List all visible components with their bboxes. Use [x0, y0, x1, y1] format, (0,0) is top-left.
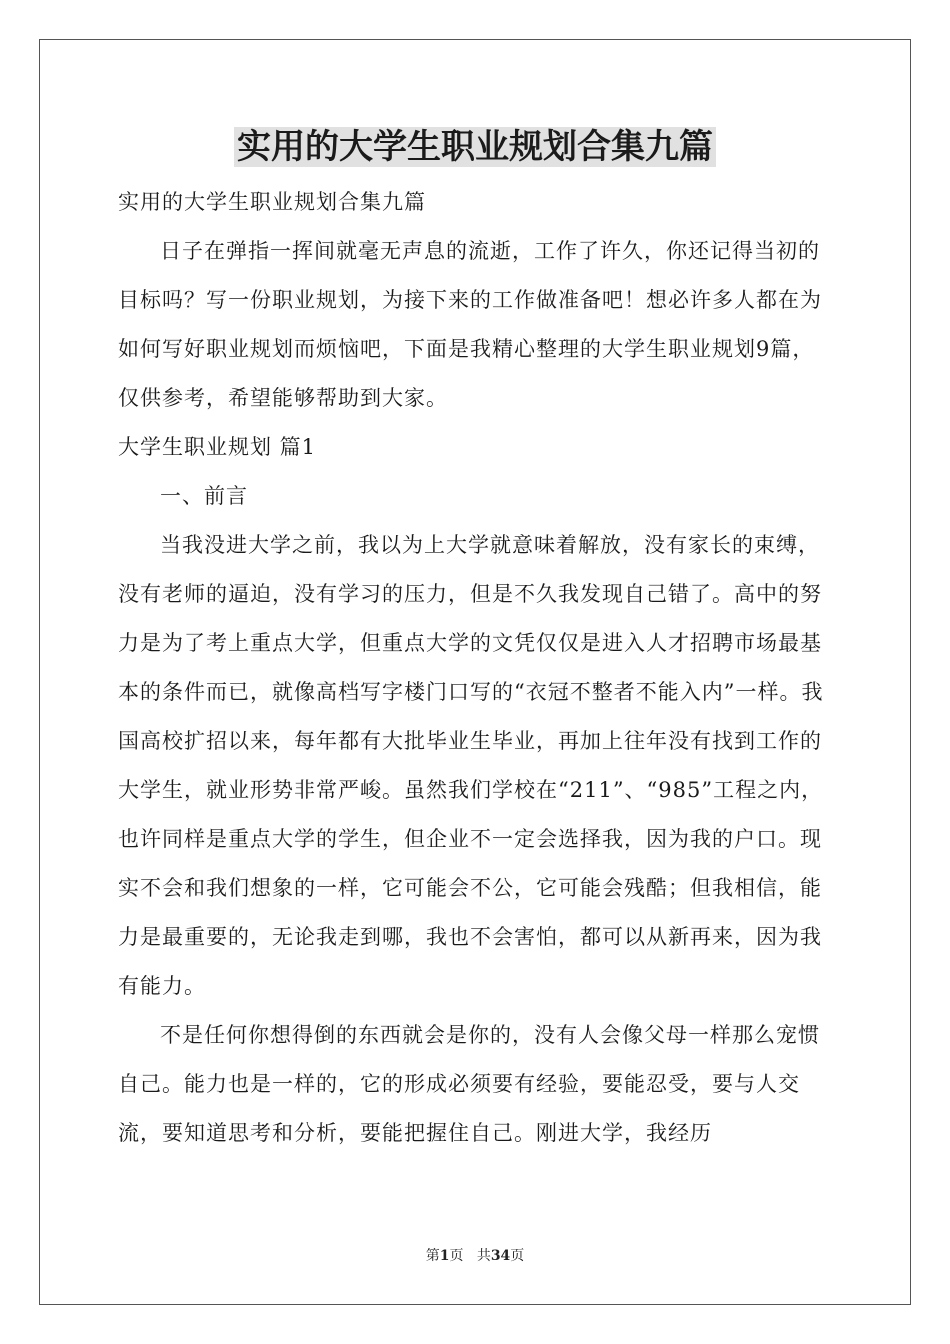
paragraph-intro: 日子在弹指一挥间就毫无声息的流逝，工作了许久，你还记得当初的目标吗？写一份职业规划，为接下来的工作做准备吧！想必许多人都在为如何写好职业规划而烦恼吧，下面是我精心整理的大学生职业规划9篇，仅供参考，希望能够帮助到大家。	[118, 239, 822, 410]
total-page-count: 34	[490, 1248, 511, 1264]
section-heading: 大学生职业规划 篇1	[118, 435, 317, 459]
footer-page-suffix: 页	[449, 1248, 464, 1264]
footer-prefix: 第	[425, 1248, 440, 1264]
paragraph-body: 不是任何你想得倒的东西就会是你的，没有人会像父母一样那么宠惯自己。能力也是一样的，它的形成必须要有经验，要能忍受，要与人交流，要知道思考和分析，要能把握住自己。刚进大学，我经历	[118, 1023, 820, 1145]
current-page-number: 1	[439, 1248, 450, 1264]
document-title-text: 实用的大学生职业规划合集九篇	[234, 127, 716, 167]
paragraph-body: 当我没进大学之前，我以为上大学就意味着解放，没有家长的束缚，没有老师的逼迫，没有学习的压力，但是不久我发现自己错了。高中的努力是为了考上重点大学，但重点大学的文凭仅仅是进入人才招聘市场最基本的条件而已，就像高档写字楼门口写的“衣冠不整者不能入内”一样。我国高校扩招以来，每年都有大批毕业生毕业，再加上往年没有找到工作的大学生，就业形势非常严峻。虽然我们学校在“211”、“985”工程之内，也许同样是重点大学的学生，但企业不一定会选择我，因为我的户口。现实不会和我们想象的一样，它可能会不公，它可能会残酷；但我相信，能力是最重要的，无论我走到哪，我也不会害怕，都可以从新再来，因为我有能力。	[118, 533, 824, 998]
footer-total-prefix: 共	[476, 1248, 491, 1264]
document-title	[0, 122, 950, 172]
footer-total-suffix: 页	[510, 1248, 525, 1264]
paragraph-subtitle: 实用的大学生职业规划合集九篇	[118, 190, 426, 214]
subsection-heading: 一、前言	[160, 484, 248, 508]
page-footer	[0, 1246, 950, 1266]
document-body	[118, 178, 834, 1158]
